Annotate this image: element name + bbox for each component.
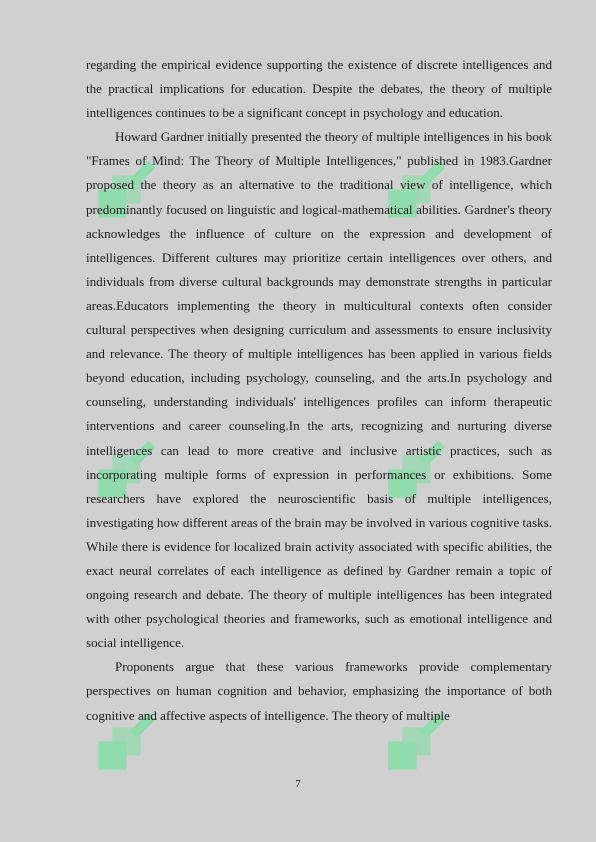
paragraph: regarding the empirical evidence supporting the existence of discrete intelligences and the practical implications for education. Despite the debates, the theory of multiple intelligences continues to be a significant concept in psychology and education. — [86, 57, 552, 121]
page-number: 7 — [295, 778, 301, 790]
paragraph: Proponents argue that these various frameworks provide complementary perspectives on human cognition and behavior, emphasizing the importance of both cognitive and affective aspects of intelligence. The theory of multiple — [86, 659, 552, 723]
paragraph: Howard Gardner initially presented the theory of multiple intelligences in his book "Frames of Mind: The Theory of Multiple Intelligences," published in 1983.Gardner proposed the theory as an alternative to the traditional view of intelligence, which predominantly focused on linguistic and logical-mathematical abilities. Gardner's theory acknowledges the influence of culture on the expression and development of intelligences. Different cultures may prioritize certain intelligences over others, and individuals from diverse cultural backgrounds may demonstrate strengths in particular areas.Educators implementing the theory in multicultural contexts often consider cultural perspectives when designing curriculum and assessments to ensure inclusivity and relevance. The theory of multiple intelligences has been applied in various fields beyond education, including psychology, counseling, and the arts.In psychology and counseling, understanding individuals' intelligences profiles can inform therapeutic interventions and career counseling.In the arts, recognizing and nurturing diverse intelligences can lead to more creative and inclusive artistic practices, such as incorporating multiple forms of expression in performances or exhibitions. Some researchers have explored the neuroscientific basis of multiple intelligences, investigating how different areas of the brain may be involved in various cognitive tasks. While there is evidence for localized brain activity associated with specific abilities, the exact neural correlates of each intelligence as defined by Gardner remain a topic of ongoing research and debate. The theory of multiple intelligences has been integrated with other psychological theories and frameworks, such as emotional intelligence and social intelligence. — [86, 129, 552, 651]
body-text — [86, 53, 552, 728]
